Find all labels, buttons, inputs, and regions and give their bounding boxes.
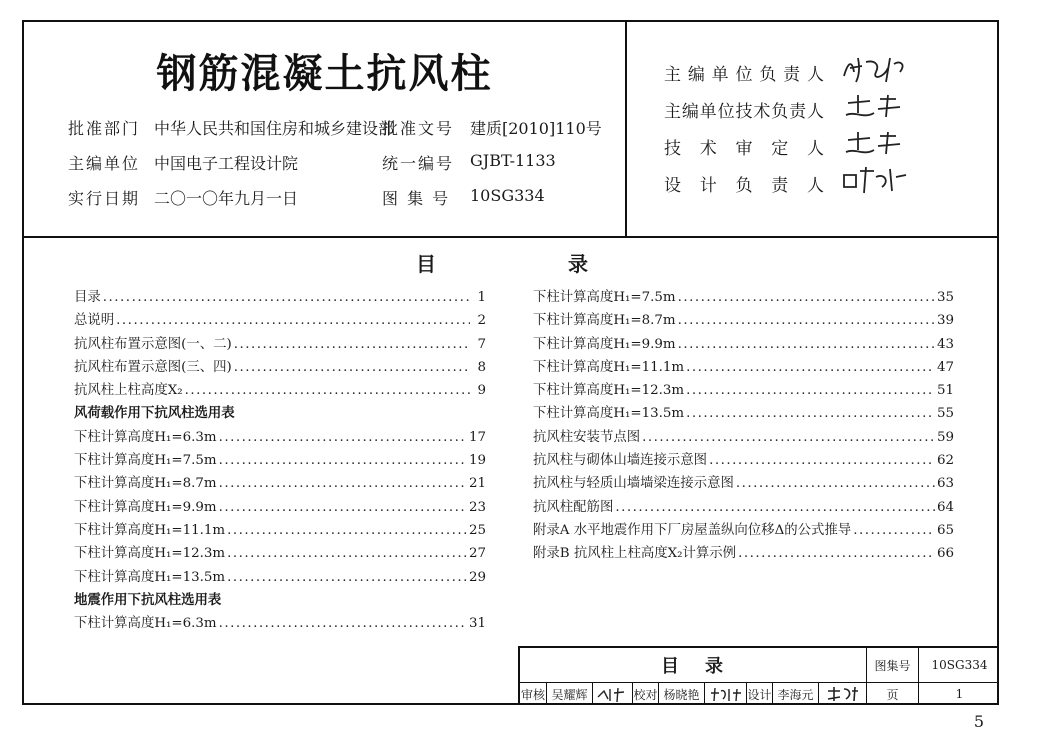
title-block-title: 目 录 [661, 656, 725, 677]
toc-entry[interactable] [533, 402, 954, 425]
editor-unit-label: 主编单位 [68, 154, 141, 173]
responsible-label: 主 编 单 位 负 责 人 [664, 65, 824, 85]
toc-left-column [74, 286, 486, 635]
toc-entry[interactable] [74, 379, 486, 402]
toc-entry-page: 27 [468, 546, 486, 562]
toc-entry-title: 下柱计算高度H₁=11.1m [533, 359, 685, 375]
unified-number-label: 统一编号 [382, 154, 455, 173]
atlas-number-label: 图集号 [866, 648, 918, 682]
title-block-row [520, 648, 998, 683]
toc-entry-page: 9 [477, 383, 486, 399]
toc-entry[interactable] [533, 496, 954, 519]
toc-entry-page: 35 [936, 290, 954, 305]
toc-entry-page: 39 [936, 313, 954, 329]
toc-entry[interactable] [74, 309, 486, 332]
toc-entry-title: 附录B 抗风柱上柱高度X₂计算示例 [533, 546, 737, 562]
effective-date-label: 实行日期 [68, 189, 141, 208]
approval-dept-label: 批准部门 [68, 119, 141, 138]
toc-entry-title: 下柱计算高度H₁=9.9m [74, 499, 217, 515]
design-name: 李海元 [772, 683, 818, 705]
toc-entry[interactable] [533, 286, 954, 309]
toc-entry-page: 8 [477, 359, 486, 375]
toc-leader-dots [116, 309, 470, 332]
toc-leader-dots [678, 286, 935, 309]
toc-entry-page: 47 [936, 359, 954, 375]
responsible-label: 设 计 负 责 人 [664, 176, 824, 196]
toc-entry-page: 19 [468, 453, 486, 469]
toc-entry-title: 总说明 [74, 313, 115, 329]
toc-entry[interactable] [533, 333, 954, 356]
toc-leader-dots [736, 472, 935, 495]
toc-entry-page: 43 [936, 336, 954, 352]
toc-entry-title: 下柱计算高度H₁=13.5m [74, 569, 226, 585]
toc-entry[interactable] [74, 519, 486, 542]
toc-entry[interactable] [74, 496, 486, 519]
toc-leader-dots [678, 333, 935, 356]
toc-leader-dots [185, 379, 470, 402]
toc-entry-title: 附录A 水平地震作用下厂房屋盖纵向位移Δ的公式推导 [533, 522, 852, 538]
toc-heading-char: 目 [416, 252, 436, 276]
toc-entry-title: 下柱计算高度H₁=13.5m [533, 406, 685, 422]
drawing-frame [22, 20, 999, 705]
toc-leader-dots [219, 426, 467, 449]
toc-entry-title: 抗风柱安装节点图 [533, 429, 641, 445]
toc-entry-page: 23 [468, 499, 486, 515]
approval-dept-value: 中华人民共和国住房和城乡建设部 [154, 119, 395, 138]
approval-doc-value: 建质[2010]110号 [470, 119, 602, 138]
approval-doc-label: 批准文号 [382, 119, 455, 138]
toc-section-heading: 风荷载作用下抗风柱选用表 [74, 406, 235, 422]
toc-heading [24, 248, 1001, 278]
page-number: 5 [973, 712, 984, 731]
toc-entry-page: 63 [936, 476, 954, 492]
toc-entry-page: 29 [468, 569, 486, 585]
toc-entry-title: 下柱计算高度H₁=8.7m [74, 476, 217, 492]
toc-entry-page: 1 [477, 290, 486, 305]
toc-entry-page: 65 [936, 522, 954, 538]
toc-entry[interactable] [533, 379, 954, 402]
toc-leader-dots [234, 356, 470, 379]
toc-entry[interactable] [74, 449, 486, 472]
toc-leader-dots [615, 496, 935, 519]
toc-leader-dots [709, 449, 935, 472]
toc-entry-title: 下柱计算高度H₁=6.3m [74, 616, 217, 632]
check-name: 杨晓艳 [658, 683, 704, 705]
toc-entry[interactable] [533, 356, 954, 379]
toc-entry-title: 抗风柱与砌体山墙连接示意图 [533, 453, 708, 469]
toc-entry[interactable] [533, 472, 954, 495]
toc-leader-dots [738, 542, 935, 565]
toc-entry-title: 下柱计算高度H₁=12.3m [74, 546, 226, 562]
page-label: 页 [866, 683, 918, 705]
toc-leader-dots [234, 333, 470, 356]
toc-entry-title: 下柱计算高度H₁=9.9m [533, 336, 676, 352]
toc-entry[interactable] [74, 426, 486, 449]
toc-entry-title: 目录 [74, 290, 101, 305]
toc-entry-page: 17 [468, 429, 486, 445]
toc-entry[interactable] [74, 286, 486, 309]
toc-leader-dots [853, 519, 935, 542]
toc-leader-dots [219, 449, 467, 472]
toc-entry[interactable] [74, 356, 486, 379]
toc-entry-title: 下柱计算高度H₁=12.3m [533, 383, 685, 399]
toc-leader-dots [103, 286, 470, 309]
review-label: 审核 [520, 687, 545, 702]
handwritten-signature [840, 128, 910, 158]
toc-entry-page: 59 [936, 429, 954, 445]
toc-entry-page: 2 [477, 313, 486, 329]
handwritten-signature [840, 91, 910, 121]
toc-entry-title: 下柱计算高度H₁=7.5m [74, 453, 217, 469]
responsible-label: 主 编 单 位 技 术 负 责 人 [664, 102, 824, 122]
toc-entry-page: 51 [936, 383, 954, 399]
atlas-number-value: 10SG334 [918, 648, 1000, 682]
design-label: 设计 [746, 683, 772, 705]
toc-entry-title: 抗风柱配筋图 [533, 499, 614, 515]
toc-leader-dots [686, 379, 935, 402]
toc-entry-title: 下柱计算高度H₁=7.5m [533, 290, 676, 305]
toc-entry-title: 抗风柱布置示意图(一、二) [74, 336, 232, 352]
review-name: 吴耀辉 [546, 683, 592, 705]
toc-entry[interactable] [74, 612, 486, 635]
handwritten-signature [840, 165, 910, 195]
toc-entry-page: 55 [936, 406, 954, 422]
toc-leader-dots [686, 402, 935, 425]
toc-leader-dots [219, 612, 467, 635]
toc-entry[interactable] [533, 309, 954, 332]
header-divider-horizontal [24, 236, 997, 238]
toc-leader-dots [227, 542, 467, 565]
toc-entry[interactable] [533, 426, 954, 449]
editor-unit-value: 中国电子工程设计院 [154, 154, 299, 173]
header-divider-vertical [625, 22, 627, 236]
toc-entry-title: 下柱计算高度H₁=8.7m [533, 313, 676, 329]
toc-leader-dots [686, 356, 935, 379]
toc-entry-page: 31 [468, 616, 486, 632]
toc-leader-dots [678, 309, 935, 332]
toc-leader-dots [642, 426, 935, 449]
atlas-title: 钢筋混凝土抗风柱 [156, 51, 493, 97]
title-block [518, 646, 998, 705]
responsible-label: 技 术 审 定 人 [664, 139, 824, 159]
toc-leader-dots [227, 519, 467, 542]
toc-entry[interactable] [74, 472, 486, 495]
atlas-number-label: 图 集 号 [382, 189, 451, 208]
toc-entry-page: 62 [936, 453, 954, 469]
toc-entry-title: 抗风柱上柱高度X₂ [74, 383, 183, 399]
design-signature [818, 683, 866, 705]
toc-entry-title: 抗风柱布置示意图(三、四) [74, 359, 232, 375]
toc-entry-page: 25 [468, 522, 486, 538]
toc-entry[interactable] [74, 333, 486, 356]
check-signature [704, 683, 746, 705]
toc-heading-char: 录 [568, 252, 588, 276]
toc-entry-title: 下柱计算高度H₁=6.3m [74, 429, 217, 445]
toc-leader-dots [227, 566, 467, 589]
toc-entry[interactable] [533, 519, 954, 542]
toc-entry-page: 21 [468, 476, 486, 492]
toc-entry[interactable] [74, 542, 486, 565]
toc-entry[interactable] [74, 566, 486, 589]
title-block-sign-row [520, 683, 998, 705]
check-label: 校对 [632, 683, 658, 705]
toc-entry[interactable] [533, 542, 954, 565]
toc-leader-dots [219, 496, 467, 519]
handwritten-signature [840, 54, 910, 84]
toc-entry-page: 66 [936, 546, 954, 562]
effective-date-value: 二〇一〇年九月一日 [154, 189, 299, 208]
review-signature [592, 683, 632, 705]
page-value: 1 [918, 683, 1000, 705]
toc-right-column [533, 286, 954, 566]
toc-entry-title: 抗风柱与轻质山墙墙梁连接示意图 [533, 476, 734, 492]
unified-number-value: GJBT-1133 [470, 151, 556, 170]
toc-entry-title: 下柱计算高度H₁=11.1m [74, 522, 226, 538]
toc-entry[interactable] [533, 449, 954, 472]
atlas-number-value: 10SG334 [470, 186, 545, 205]
toc-entry-page: 64 [936, 499, 954, 515]
toc-leader-dots [219, 472, 467, 495]
toc-section-heading: 地震作用下抗风柱选用表 [74, 592, 222, 608]
toc-entry-page: 7 [477, 336, 486, 352]
